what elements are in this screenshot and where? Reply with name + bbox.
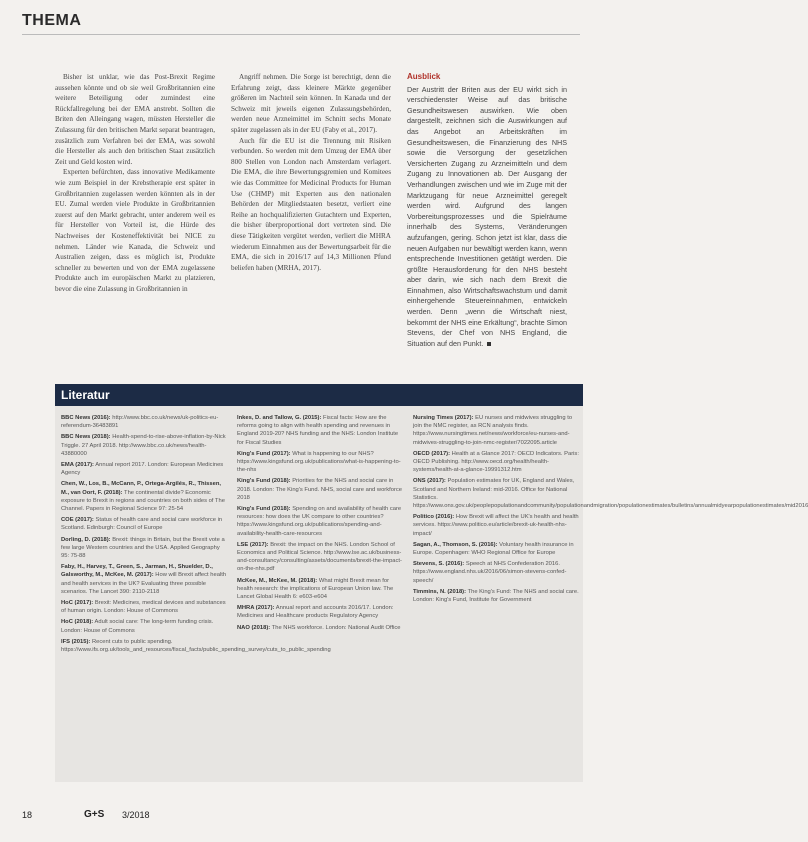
reference-text: Speech at NHS Confederation 2016. https://www.england.nhs.uk/2016/06/simon-stevens-confed-speech/ (413, 561, 567, 584)
reference-text: What is happening to our NHS? https://www.kingsfund.org.uk/publications/what-is-happening-to-the-nhs (237, 450, 401, 474)
literature-column-3 (413, 414, 808, 607)
reference (237, 577, 403, 602)
subheading-ausblick: Ausblick (407, 72, 441, 81)
reference-author: LSE (2017): (237, 541, 269, 548)
reference (61, 536, 227, 561)
section-header (22, 12, 580, 35)
paragraph-text: Der Austritt der Briten aus der EU wirkt sich in verschiedenster Weise auf das britische Gesundheitswesen auswirken. Wie oben dargestellt, zeichnen sich die Auswirkungen auf das Angebot an Arbeitskräften im Gesundheitswesen, die Finanzierung des NHS sowie die Versorgung der gesetzlichen Versicherten Zugang zu Arzneimitteln und dem Zugang zu Innovationen ab. Der Ausgang der Verhandlungen zwischen und wie im Zuge mit der Marktzugang für neue Arzneimittel geregelt werden wird. Aufgrund des langen Vorbereitungsprozesses und die Spielräume innerhalb des Systems, Veränderungen aufzufangen, gering. Schon jetzt ist klar, dass die neuen Aufgaben nur bewältigt werden kann, wenn entsprechende Investitionen getätigt werden. Die größte Herausforderung für den NHS besteht aber darin, wie sich nach dem Brexit die Einnahmen, also Wirtschaftswachstum und damit einhergehende Steuereinnahmen, entwickeln werden. Denn „wenn die Wirtschaft niest, bekommt der NHS eine Erkältung“, brachte Simon Stevens, der Chef von NHS England, die Situation auf den Punkt. (407, 84, 567, 348)
reference-text: The King's Fund: The NHS and social care. London: King's Fund, Institute for Government (413, 588, 579, 604)
reference (237, 477, 403, 502)
reference-author: HoC (2017): (61, 600, 94, 607)
reference (413, 450, 579, 475)
reference-author: Chen, W., Los, B., McCann, P., Ortega-Argilés, R., Thissen, M., van Oort, F. (2018): (61, 481, 221, 496)
reference-text: Brexit: things in Britain, but the Brexit vote a few large Western countries and the USA. Applied Geography 95: 75-88 (61, 536, 225, 560)
reference-author: Timmins, N. (2018): (413, 588, 467, 595)
reference (237, 505, 403, 538)
reference (237, 450, 403, 475)
reference-author: ONS (2017): (413, 478, 446, 485)
reference-author: BBC News (2018): (61, 434, 111, 441)
page-number: 18 (22, 810, 33, 820)
article-body (55, 72, 575, 362)
section-title: THEMA (22, 12, 82, 29)
reference (61, 638, 331, 654)
reference-author: Inkes, D. and Tallow, G. (2015): (237, 415, 322, 421)
reference (61, 563, 227, 596)
reference (413, 477, 808, 510)
reference-text: Voluntary health insurance in Europe. Copenhagen: WHO Regional Office for Europe (413, 541, 574, 557)
reference-text: EU nurses and midwives struggling to join the NMC register, as RCN analysis finds. https://www.nursingtimes.net/news/workforce/eu-nurses-and-midwives-struggling-to-join-nmc-register/7022095.article (413, 415, 573, 446)
literature-column-2 (237, 414, 403, 635)
reference-author: IFS (2015): (61, 638, 91, 645)
paragraph: Bisher ist unklar, wie das Post-Brexit Regime aussehen könnte und ob sie weil Großbritannien eine weitere Beteiligung oder zumindest eine Rückfallregelung bei der EMA anstrebt. Sollten die Briten den Alleingang wagen, müssten Hersteller die Zulassung für den britischen Markt separat beantragen, zusätzlich zum Verfahren bei der EMA, was sowohl die Hersteller als auch den britischen Staat zusätzlich Zeit und Geld kosten wird. (55, 73, 215, 166)
reference (413, 414, 579, 447)
reference (413, 588, 579, 604)
reference-author: NAO (2018): (237, 624, 271, 631)
reference (61, 414, 227, 430)
reference-author: Faby, H., Harvey, T., Green, S., Jarman, H., Shuelder, D., Galsworthy, M., McKee, M. (2017): (61, 564, 213, 579)
reference-author: McKee, M., McKee, M. (2018): (237, 577, 318, 584)
reference-author: OECD (2017): (413, 450, 451, 457)
paragraph (407, 85, 567, 350)
reference-text: Spending on and availability of health care resources: how does the UK compare to other countries? https://www.kingsfund.org.uk/publications/spending-and-availability-health-care-resources (237, 506, 402, 537)
article-column-3 (407, 72, 567, 349)
reference (61, 461, 227, 477)
reference-text: Brexit: the impact on the NHS. London School of Economics and Political Science. http://www.lse.ac.uk/business-and-consultancy/consulting/assets/documents/brexit-the-impact-on-the-nhs.pdf (237, 541, 402, 573)
literature-heading: Literatur (55, 384, 583, 406)
reference-text: http://www.bbc.co.uk/news/uk-politics-eu-referendum-36483891 (61, 415, 219, 430)
reference-text: Adult social care: The long-term funding crisis. London: House of Commons (61, 619, 214, 634)
literature-box (55, 384, 808, 782)
reference (237, 541, 403, 574)
reference-author: BBC News (2016): (61, 415, 111, 421)
reference-author: EMA (2017): (61, 462, 94, 469)
reference-text: Priorities for the NHS and social care in 2018. London: The King's Fund. NHS, social care and workforce 2018 (237, 478, 403, 501)
reference-text: The continental divide? Economic exposure to Brexit in regions and countries on both sides of The Channel. Papers in Regional Science 97: 25-54 (61, 489, 225, 513)
reference-author: Politico (2016): (413, 514, 455, 521)
reference-text: Recent cuts to public spending. https://www.ifs.org.uk/tools_and_resources/fiscal_facts/public_spending_survey/cuts_to_public_spending (61, 638, 331, 654)
reference-text: Health at a Glance 2017: OECD Indicators. Paris: OECD Publishing. http://www.oecd.org/health/health-systems/health-at-a-glance-19991312.htm (413, 450, 579, 474)
end-mark (487, 342, 491, 346)
reference-author: King's Fund (2018): (237, 506, 291, 513)
paragraph: Angriff nehmen. Die Sorge ist berechtigt, denn die Erfahrung zeigt, dass kleinere Märkte gegenüber größeren im Nachteil sein können. In Kanada und der Schweiz mit jeweils eigenen Zulassungsbehörden, werden neue Arzneimittel im Schnitt sechs Monate später zugelassen als in der EU (Faby et al., 2017). (231, 73, 391, 134)
reference-text: How will Brexit affect health and health services in the UK? Evaluating three possible scenarios. The Lancet 390: 2110-2118 (61, 572, 227, 595)
reference-author: Dorling, D. (2018): (61, 536, 111, 543)
reference-text: How Brexit will affect the UK's health and health services. https://www.politico.eu/article/brexit-uk-health-nhs-impact/ (413, 514, 579, 537)
reference (413, 513, 579, 538)
reference-text: Health-spend-to-rise-above-inflation-by-Nick Triggle. 27 April 2018. http://www.bbc.co.uk/news/health-43880000 (61, 434, 226, 457)
reference-author: King's Fund (2017): (237, 450, 291, 457)
reference (61, 618, 227, 634)
reference-author: MHRA (2017): (237, 605, 275, 612)
reference-text: Fiscal facts: How are the reforms going to align with health spending and revenues in England 2019-20? NHS funding and the NHS: London Institute for Fiscal Studies (237, 415, 399, 446)
reference (61, 599, 227, 615)
reference-author: HoC (2018): (61, 619, 94, 626)
reference (413, 560, 579, 585)
journal-issue: 3/2018 (122, 810, 150, 820)
paragraph: Experten befürchten, dass innovative Medikamente wie zum Beispiel in der Krebstherapie erst später in Großbritannien zugelassen werden könnten als in der EU. Zumal werden viele Produkte in Großbritannien zuerst auf den Markt gebracht, unter anderem weil es für Hersteller von Vorteil ist, die Hürde des Nachweises der Kosteneffektivität bei NICE zu nehmen. Länder wie Kanada, die Schweiz und Australien zeigen, dass es möglich ist, Produkte schneller zu bewerten und von der EMA zugelassene Produkte auch im europäischen Markt zu platzieren, bevor die eine Zulassung in Großbritannien in (55, 168, 215, 293)
reference-author: COE (2017): (61, 517, 94, 524)
reference (237, 414, 403, 447)
reference-text: Status of health care and social care workforce in Scotland. Edinburgh: Council of Europe (61, 517, 223, 532)
reference-text: Population estimates for UK, England and Wales, Scotland and Northern Ireland: mid-2016. Office for National Statistics. https://www.ons.gov.uk/peoplepopulationandcommunity/populationandmigration/populationestimates/bulletins/annualmidyearpopulationestimates/mid2016 (413, 478, 808, 510)
paragraph: Auch für die EU ist die Trennung mit Risiken verbunden. So werden mit dem Umzug der EMA über 800 Stellen von London nach Amsterdam verlagert. Die EMA, die ihre Bewertungsgremien und Komitees wie das Committee for Medicinal Products for Human Use (CHMP) mit Experten aus den nationalen Behörden der Mitgliedstaaten besetzt, verliert eine Reihe an hochqualifizierten Gutachtern und Experten, die bisher überproportional dort vertreten sind. Die diese Tätigkeiten vergütet werden, verliert die MHRA wiederum Einnahmen aus der Bewertungsarbeit für die EMA, die sich in 2016/17 auf 14,3 Millionen Pfund beliefen haben (MRHA, 2017). (231, 136, 391, 272)
journal-brand: G+S (84, 809, 105, 820)
reference-author: Sagan, A., Thomson, S. (2016): (413, 541, 498, 548)
reference (61, 433, 227, 458)
article-column-2 (231, 72, 391, 273)
reference-author: Nursing Times (2017): (413, 415, 474, 421)
page-footer (22, 810, 322, 824)
reference (61, 480, 227, 513)
reference-author: King's Fund (2018): (237, 478, 291, 485)
reference (237, 604, 403, 620)
reference (413, 541, 579, 557)
reference-text: Annual report 2017. London: European Medicines Agency (61, 462, 224, 477)
reference-text: What might Brexit mean for health research: the implications of European Union law. The Lancet Global Health 6: e603-e604 (237, 577, 394, 601)
literature-columns (61, 414, 808, 776)
reference-text: The NHS workforce. London: National Audit Office (271, 624, 401, 631)
reference (61, 516, 227, 532)
reference-author: Stevens, S. (2016): (413, 561, 465, 568)
reference (237, 624, 403, 632)
reference-text: Annual report and accounts 2016/17. London: Medicines and Healthcare products Regulatory Agency (237, 605, 394, 620)
article-column-1 (55, 72, 215, 294)
reference-text: Brexit: Medicines, medical devices and substances of human origin. London: House of Commons (61, 600, 226, 615)
